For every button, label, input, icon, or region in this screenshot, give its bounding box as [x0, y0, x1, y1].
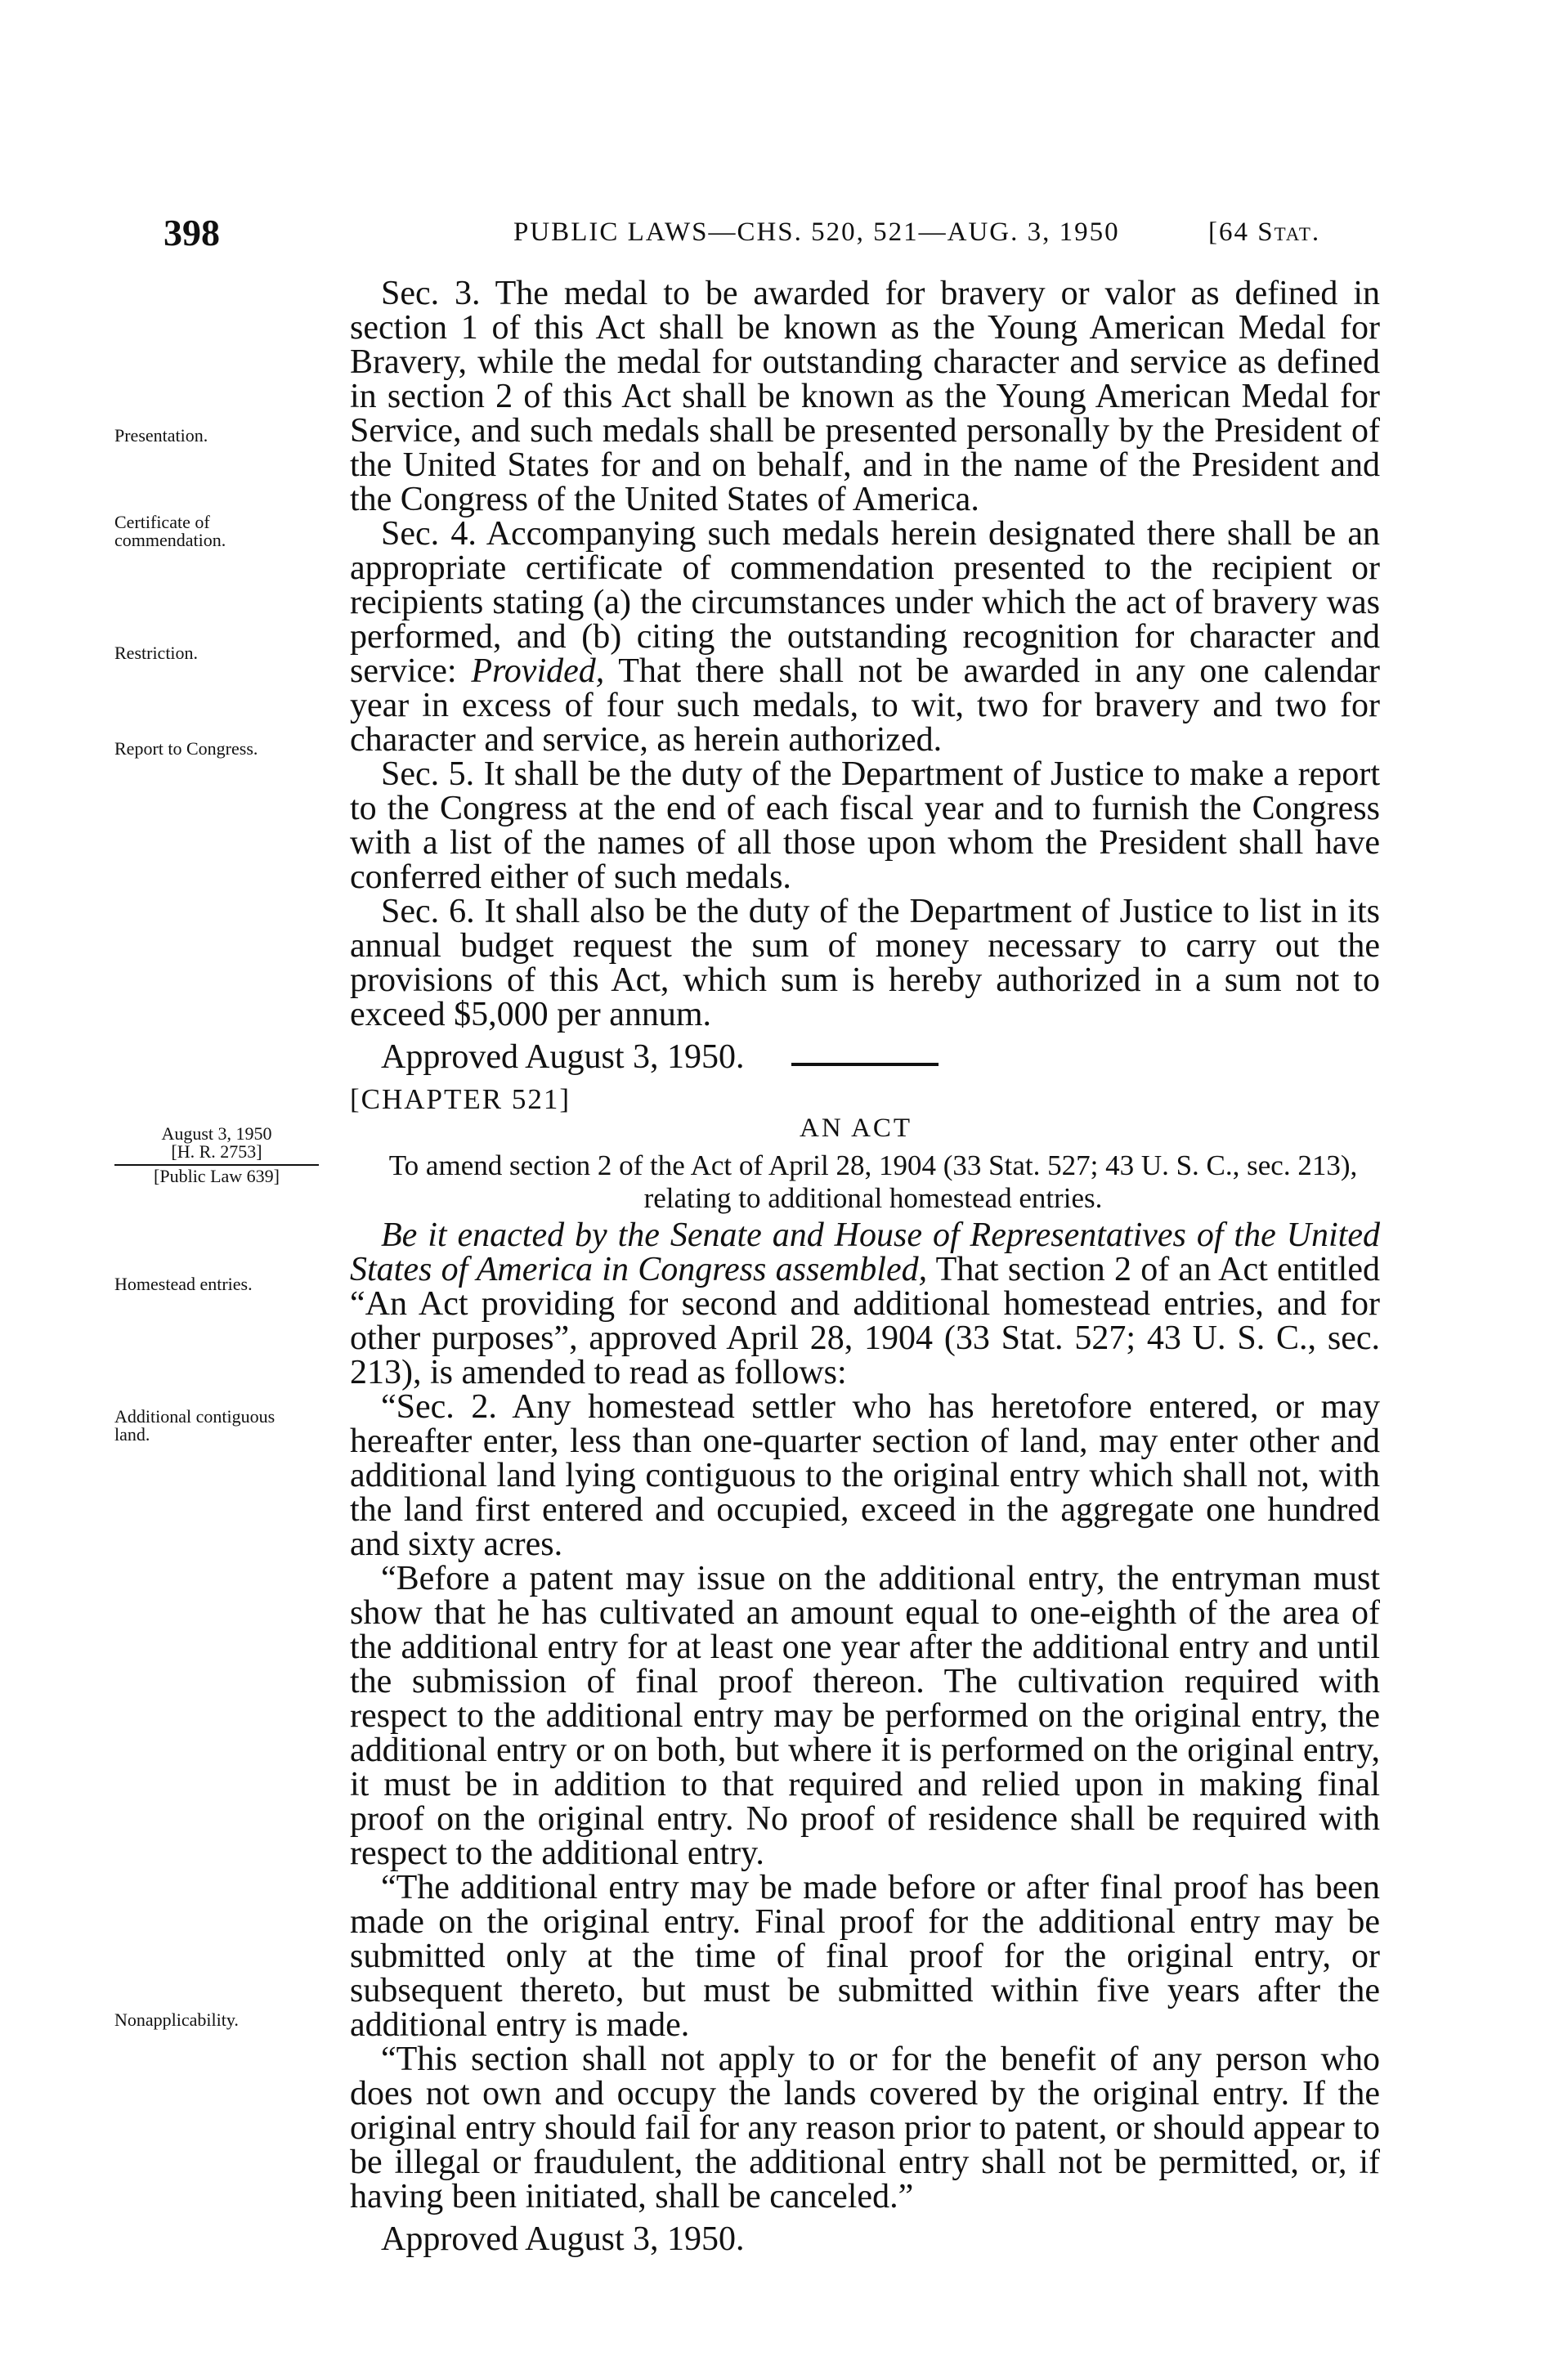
margin-note-certificate: Certificate of commendation.	[114, 512, 226, 550]
volume-reference: [64 Stat.	[1208, 217, 1321, 247]
chapter-521-text	[350, 1218, 1380, 2256]
enacting-clause: Be it enacted by the Senate and House of Representatives of the United States of America in Congress assembled,	[350, 1216, 1380, 1288]
section-4: Sec. 4. Accompanying such medals herein designated there shall be an appropriate certificate of commendation presented to the recipient or recipients stating (a) the circumstances under which the act of bravery was performed, and (b) citing the outstanding recognition for character and service: Provided, That there shall not be awarded in any one calendar year in excess of four such medals, to wit, two for bravery and two for character and service, as herein authorized.	[350, 515, 1381, 759]
chapter-label: [CHAPTER 521]	[350, 1083, 571, 1115]
page-number: 398	[164, 212, 220, 253]
act-title: AN ACT	[800, 1113, 913, 1143]
approved-520: Approved August 3, 1950.	[381, 1038, 745, 1076]
margin-note-public-law: [Public Law 639]	[154, 1166, 280, 1186]
margin-note-additional: Additional contiguous land.	[114, 1406, 276, 1445]
paragraph-nonapplicability: “This section shall not apply to or for the benefit of any person who does not own and occupy the lands covered by the original entry. If the original entry should fail for any reason prior to patent, or should appear to be illegal or fraudulent, the additional entry shall not be permitted, or, if having been initiated, shall be canceled.”	[350, 2041, 1380, 2215]
chapter-520-text	[350, 276, 1380, 1074]
page-header	[0, 211, 1568, 260]
act-purpose: To amend section 2 of the Act of April 28, 1904 (33 Stat. 527; 43 U. S. C., sec. 213), relating to additional homestead entries.	[388, 1149, 1358, 1214]
margin-note-presentation: Presentation.	[114, 425, 208, 446]
margin-note-nonapplicability: Nonapplicability.	[114, 2009, 239, 2030]
enacting-paragraph: Be it enacted by the Senate and House of Representatives of the United States of America in Congress assembled, That section 2 of an Act entitled “An Act providing for second and additional homestead entries, and for other purposes”, approved April 28, 1904 (33 Stat. 527; 43 U. S. C., sec. 213), is amended to read as follows:	[350, 1216, 1380, 1391]
margin-note-bill: [H. R. 2753]	[171, 1141, 262, 1162]
section-2: “Sec. 2. Any homestead settler who has heretofore entered, or may hereafter enter, less than one-quarter section of land, may enter other and additional land lying contiguous to the original entry which shall not, with the land first entered and occupied, exceed in the aggregate one hundred and sixty acres.	[350, 1388, 1380, 1563]
margin-note-report: Report to Congress.	[114, 738, 258, 759]
paragraph-final-proof: “Before a patent may issue on the additional entry, the entryman must show that he has cultivated an amount equal to one-eighth of the area of the additional entry for at least one year after the additional entry and until the submission of final proof thereon. The cultivation required with respect to the additional entry may be performed on the original entry, the additional entry or on both, but where it is performed on the original entry, it must be in addition to that required and relied upon in making final proof on the original entry. No proof of residence shall be required with respect to the additional entry.	[350, 1560, 1380, 1872]
section-5: Sec. 5. It shall be the duty of the Department of Justice to make a report to the Congress at the end of each fiscal year and to furnish the Congress with a list of the names of all those upon whom the President shall have conferred either of such medals.	[350, 755, 1380, 896]
section-3: Sec. 3. The medal to be awarded for bravery or valor as defined in section 1 of this Act shall be known as the Young American Medal for Bravery, while the medal for outstanding character and service as defined in section 2 of this Act shall be known as the Young American Medal for Service, and such medals shall be presented personally by the President of the United States for and on behalf, and in the name of the President and the Congress of the United States of America.	[350, 275, 1380, 518]
approved-521: Approved August 3, 1950.	[381, 2220, 745, 2258]
margin-note-restriction: Restriction.	[114, 643, 199, 663]
running-head: PUBLIC LAWS—CHS. 520, 521—AUG. 3, 1950	[513, 217, 1120, 247]
paragraph-additional-entry: “The additional entry may be made before or after final proof has been made on the original entry. Final proof for the additional entry may be submitted only at the time of final proof for the original entry, or subsequent thereto, but must be submitted within five years after the additional entry is made.	[350, 1869, 1380, 2044]
margin-note-date: August 3, 1950	[161, 1123, 272, 1144]
section-6: Sec. 6. It shall also be the duty of the Department of Justice to list in its annual budget request the sum of money necessary to carry out the provisions of this Act, which sum is hereby authorized in a sum not to exceed $5,000 per annum.	[350, 893, 1380, 1033]
separator-rule	[791, 1063, 939, 1066]
margin-note-homestead: Homestead entries.	[114, 1274, 253, 1294]
